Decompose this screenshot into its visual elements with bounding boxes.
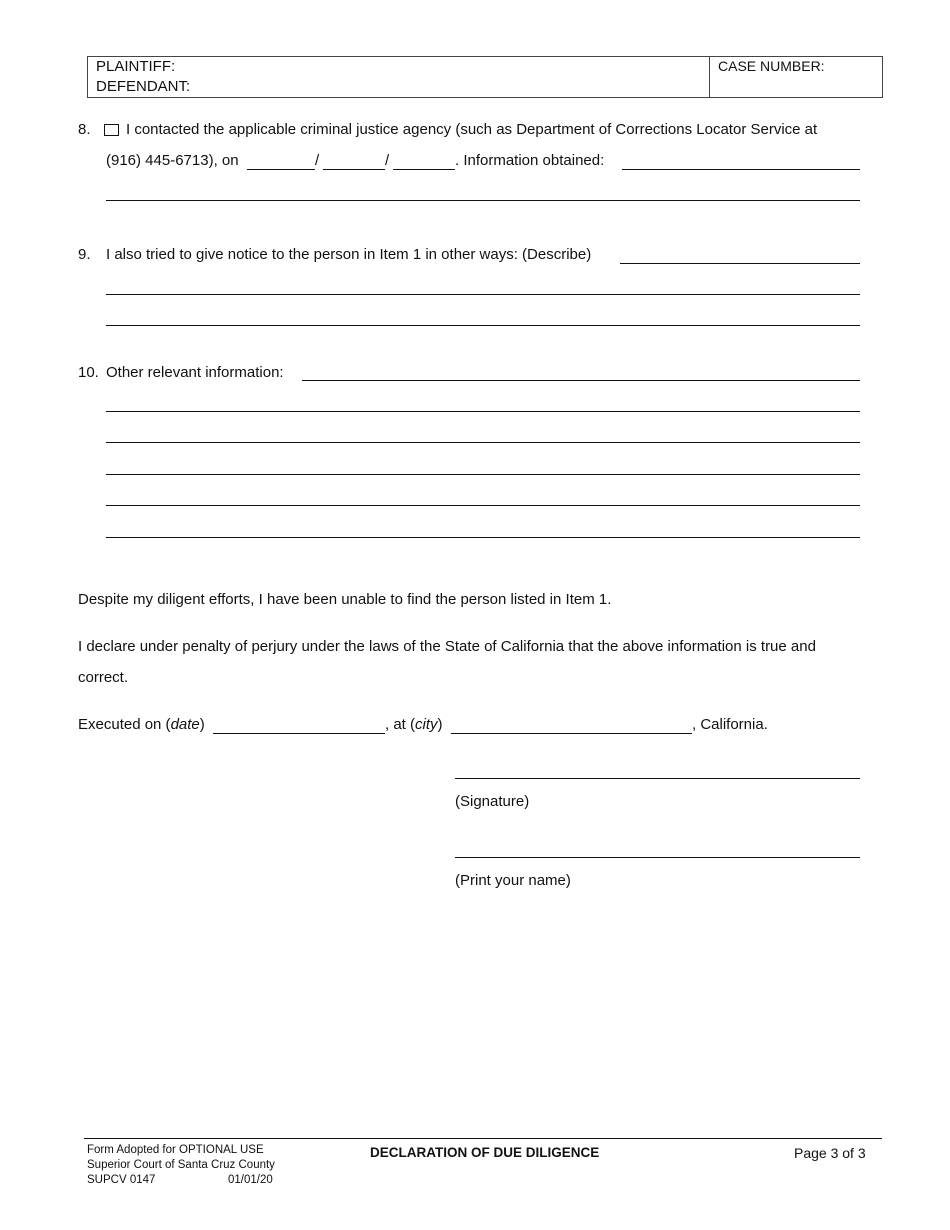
- date-slash: /: [385, 152, 390, 169]
- date-slash: /: [315, 152, 320, 169]
- footer-form-number: SUPCV 0147: [87, 1174, 156, 1186]
- defendant-label: DEFENDANT:: [96, 78, 191, 95]
- contact-day-field[interactable]: [323, 169, 385, 170]
- executed-city-field[interactable]: [451, 733, 692, 734]
- footer-court: Superior Court of Santa Cruz County: [87, 1159, 275, 1171]
- state-suffix: , California.: [692, 716, 768, 733]
- diligent-statement: Despite my diligent efforts, I have been unable to find the person listed in Item 1.: [78, 591, 612, 608]
- contact-month-field[interactable]: [247, 169, 315, 170]
- information-obtained-field-line2[interactable]: [106, 200, 860, 201]
- perjury-statement-line1: I declare under penalty of perjury under the laws of the State of California that the above information is true and: [78, 638, 816, 655]
- other-info-field[interactable]: [302, 380, 860, 381]
- other-info-field-line6[interactable]: [106, 537, 860, 538]
- item8-text-line1: I contacted the applicable criminal justice agency (such as Department of Corrections Locator Service at: [126, 121, 818, 138]
- other-info-field-line2[interactable]: [106, 411, 860, 412]
- other-info-field-line4[interactable]: [106, 474, 860, 475]
- item8-number: 8.: [78, 121, 91, 138]
- plaintiff-label: PLAINTIFF:: [96, 58, 176, 75]
- executed-date-field[interactable]: [213, 733, 385, 734]
- other-notice-field[interactable]: [620, 263, 860, 264]
- executed-at-label: , at (city): [385, 716, 443, 733]
- contact-year-field[interactable]: [393, 169, 455, 170]
- item9-text: I also tried to give notice to the person in Item 1 in other ways: (Describe): [106, 246, 592, 263]
- print-name-label: (Print your name): [455, 872, 571, 889]
- information-obtained-field[interactable]: [622, 169, 860, 170]
- item10-number: 10.: [78, 364, 99, 381]
- caption-divider: [709, 56, 710, 98]
- print-name-field[interactable]: [455, 857, 860, 858]
- item9-number: 9.: [78, 246, 91, 263]
- page-number: Page 3 of 3: [794, 1145, 866, 1161]
- perjury-statement-line2: correct.: [78, 669, 129, 686]
- executed-on-label: Executed on (date): [78, 716, 205, 733]
- agency-contact-checkbox[interactable]: [104, 124, 119, 136]
- information-obtained-label: . Information obtained:: [455, 152, 605, 169]
- case-number-label: CASE NUMBER:: [718, 58, 825, 74]
- footer-adopted: Form Adopted for OPTIONAL USE: [87, 1144, 264, 1156]
- signature-label: (Signature): [455, 793, 530, 810]
- other-info-field-line3[interactable]: [106, 442, 860, 443]
- item10-text: Other relevant information:: [106, 364, 284, 381]
- signature-field[interactable]: [455, 778, 860, 779]
- other-notice-field-line3[interactable]: [106, 325, 860, 326]
- footer-form-date: 01/01/20: [228, 1174, 273, 1186]
- footer-rule: [84, 1138, 882, 1139]
- form-title: DECLARATION OF DUE DILIGENCE: [370, 1145, 600, 1160]
- other-notice-field-line2[interactable]: [106, 294, 860, 295]
- other-info-field-line5[interactable]: [106, 505, 860, 506]
- item8-text-line2: (916) 445-6713), on: [106, 152, 239, 169]
